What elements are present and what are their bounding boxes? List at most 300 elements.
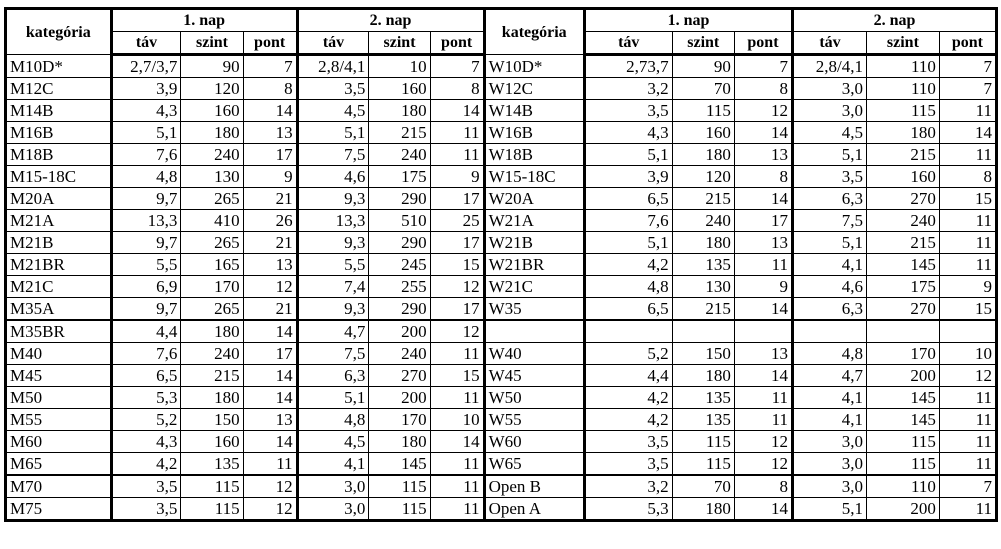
points-cell: 8: [734, 166, 792, 188]
level-cell: 255: [369, 276, 430, 298]
points-cell: 11: [734, 254, 792, 276]
dist-cell: 4,3: [111, 431, 181, 453]
level-cell: 120: [181, 78, 243, 100]
results-body: [6, 55, 997, 521]
category-cell: M18B: [6, 144, 112, 166]
dist-cell: 4,7: [793, 365, 867, 387]
dist-cell: 5,1: [111, 122, 181, 144]
table-row: [6, 365, 997, 387]
dist-cell: 4,8: [111, 166, 181, 188]
level-cell: 115: [672, 431, 734, 453]
points-cell: 21: [243, 232, 297, 254]
category-cell: W20A: [484, 188, 584, 210]
points-cell: 11: [430, 122, 484, 144]
level-cell: 200: [866, 365, 939, 387]
points-cell: 11: [734, 387, 792, 409]
level-cell: 175: [866, 276, 939, 298]
points-cell: 17: [430, 298, 484, 321]
points-cell: 11: [939, 232, 996, 254]
points-cell: 11: [939, 431, 996, 453]
dist-cell: 4,2: [584, 254, 672, 276]
day2-header-left: 2. nap: [297, 9, 484, 32]
dist-cell: 3,9: [111, 78, 181, 100]
dist-cell: 7,4: [297, 276, 369, 298]
table-row: [6, 188, 997, 210]
points-cell: 17: [430, 232, 484, 254]
table-row: [6, 475, 997, 498]
level-cell: 240: [369, 144, 430, 166]
category-cell: M75: [6, 498, 112, 521]
level-cell: 170: [369, 409, 430, 431]
table-row: [6, 431, 997, 453]
category-cell: M21BR: [6, 254, 112, 276]
points-cell: 9: [243, 166, 297, 188]
points-cell: 14: [243, 387, 297, 409]
dist-cell: 2,73,7: [584, 55, 672, 78]
dist-cell: 4,6: [297, 166, 369, 188]
table-row: [6, 276, 997, 298]
level-cell: 215: [181, 365, 243, 387]
dist-cell: 9,7: [111, 188, 181, 210]
points-cell: 13: [734, 144, 792, 166]
level-cell: 160: [369, 78, 430, 100]
level-cell: 110: [866, 475, 939, 498]
table-row: [6, 387, 997, 409]
level-cell: 145: [866, 387, 939, 409]
dist-cell: 5,3: [584, 498, 672, 521]
table-row: [6, 232, 997, 254]
dist-cell: 3,0: [793, 475, 867, 498]
points-cell: 13: [734, 232, 792, 254]
points-cell: 11: [939, 100, 996, 122]
level-cell: 70: [672, 78, 734, 100]
dist-cell: 4,2: [584, 387, 672, 409]
points-cell: 11: [734, 409, 792, 431]
level-cell: 180: [369, 100, 430, 122]
points-cell: 12: [734, 100, 792, 122]
points-cell: 25: [430, 210, 484, 232]
points-cell: 12: [430, 276, 484, 298]
level-cell: 110: [866, 78, 939, 100]
points-cell: 26: [243, 210, 297, 232]
points-cell: 14: [243, 100, 297, 122]
category-cell: Open B: [484, 475, 584, 498]
level-cell: 200: [369, 387, 430, 409]
category-cell: M35A: [6, 298, 112, 321]
level-cell: 135: [672, 409, 734, 431]
category-cell: W15-18C: [484, 166, 584, 188]
level-cell: 290: [369, 232, 430, 254]
points-cell: 11: [430, 498, 484, 521]
dist-cell: 4,5: [297, 100, 369, 122]
points-cell: 7: [939, 55, 996, 78]
level-cell: 265: [181, 298, 243, 321]
points-cell: 13: [734, 343, 792, 365]
dist-cell: 4,4: [584, 365, 672, 387]
level-cell: 180: [672, 144, 734, 166]
points-cell: 14: [243, 365, 297, 387]
level-header: szint: [181, 32, 243, 55]
dist-cell: 3,9: [584, 166, 672, 188]
points-cell: 11: [430, 453, 484, 476]
level-cell: 160: [181, 100, 243, 122]
level-cell: 135: [672, 387, 734, 409]
dist-cell: 5,3: [111, 387, 181, 409]
category-cell: W21A: [484, 210, 584, 232]
level-cell: 115: [672, 453, 734, 476]
points-cell: 12: [430, 320, 484, 343]
points-cell: 14: [243, 431, 297, 453]
level-cell: 240: [181, 343, 243, 365]
level-cell: 145: [866, 409, 939, 431]
category-cell: [484, 320, 584, 343]
dist-cell: 3,5: [584, 100, 672, 122]
points-cell: 11: [430, 387, 484, 409]
dist-cell: 3,5: [584, 453, 672, 476]
points-header: pont: [243, 32, 297, 55]
points-cell: 14: [734, 188, 792, 210]
category-cell: W21B: [484, 232, 584, 254]
dist-cell: 4,1: [297, 453, 369, 476]
points-cell: 11: [430, 475, 484, 498]
points-cell: 17: [243, 144, 297, 166]
category-cell: M21B: [6, 232, 112, 254]
table-row: [6, 298, 997, 321]
dist-cell: 5,5: [297, 254, 369, 276]
level-cell: 270: [866, 188, 939, 210]
points-cell: 11: [939, 387, 996, 409]
dist-cell: 5,2: [111, 409, 181, 431]
points-cell: 14: [243, 320, 297, 343]
category-cell: W16B: [484, 122, 584, 144]
level-header: szint: [369, 32, 430, 55]
level-cell: 135: [181, 453, 243, 476]
level-cell: 510: [369, 210, 430, 232]
level-cell: 200: [369, 320, 430, 343]
dist-header: táv: [793, 32, 867, 55]
day1-header-right: 1. nap: [584, 9, 792, 32]
category-cell: M21C: [6, 276, 112, 298]
points-cell: 12: [243, 498, 297, 521]
level-cell: 10: [369, 55, 430, 78]
category-cell: Open A: [484, 498, 584, 521]
dist-cell: 5,1: [584, 232, 672, 254]
dist-cell: 9,3: [297, 188, 369, 210]
level-cell: 150: [181, 409, 243, 431]
points-cell: 21: [243, 298, 297, 321]
dist-cell: 4,8: [584, 276, 672, 298]
table-row: [6, 166, 997, 188]
points-cell: 14: [734, 498, 792, 521]
dist-header: táv: [111, 32, 181, 55]
header-row-top: [6, 9, 997, 32]
category-cell: M15-18C: [6, 166, 112, 188]
level-cell: 180: [672, 232, 734, 254]
dist-cell: 4,2: [584, 409, 672, 431]
level-cell: 240: [369, 343, 430, 365]
points-cell: 15: [430, 254, 484, 276]
table-row: [6, 122, 997, 144]
dist-cell: [584, 320, 672, 343]
points-cell: 11: [939, 498, 996, 521]
level-cell: 270: [866, 298, 939, 321]
dist-cell: 3,5: [297, 78, 369, 100]
level-cell: 240: [672, 210, 734, 232]
level-cell: 180: [181, 387, 243, 409]
level-cell: 180: [181, 320, 243, 343]
dist-cell: 6,9: [111, 276, 181, 298]
dist-cell: 6,3: [297, 365, 369, 387]
level-cell: 265: [181, 188, 243, 210]
level-cell: 135: [672, 254, 734, 276]
dist-cell: 6,3: [793, 188, 867, 210]
dist-cell: 9,3: [297, 298, 369, 321]
level-cell: 215: [672, 188, 734, 210]
results-table: [4, 7, 998, 522]
dist-cell: 6,3: [793, 298, 867, 321]
category-cell: W40: [484, 343, 584, 365]
category-cell: W18B: [484, 144, 584, 166]
points-cell: 11: [430, 343, 484, 365]
dist-cell: 3,2: [584, 475, 672, 498]
level-cell: 410: [181, 210, 243, 232]
points-cell: [939, 320, 996, 343]
dist-cell: 2,8/4,1: [793, 55, 867, 78]
dist-cell: 5,1: [584, 144, 672, 166]
level-cell: 110: [866, 55, 939, 78]
dist-cell: 3,0: [297, 498, 369, 521]
dist-cell: 5,2: [584, 343, 672, 365]
points-header: pont: [939, 32, 996, 55]
level-cell: 160: [866, 166, 939, 188]
level-cell: 215: [866, 144, 939, 166]
table-row: [6, 144, 997, 166]
dist-cell: 7,6: [111, 144, 181, 166]
points-cell: 10: [939, 343, 996, 365]
table-row: [6, 78, 997, 100]
points-cell: 17: [243, 343, 297, 365]
dist-cell: 13,3: [111, 210, 181, 232]
category-cell: M55: [6, 409, 112, 431]
points-cell: 8: [430, 78, 484, 100]
dist-cell: 9,7: [111, 232, 181, 254]
level-cell: 215: [369, 122, 430, 144]
points-cell: 8: [734, 78, 792, 100]
table-row: [6, 498, 997, 521]
category-header-right: kategória: [484, 9, 584, 55]
category-cell: W60: [484, 431, 584, 453]
points-cell: 17: [430, 188, 484, 210]
dist-cell: 5,1: [793, 498, 867, 521]
level-cell: [672, 320, 734, 343]
table-row: [6, 55, 997, 78]
dist-cell: 3,0: [793, 431, 867, 453]
points-cell: 14: [939, 122, 996, 144]
points-cell: 13: [243, 122, 297, 144]
level-cell: 215: [672, 298, 734, 321]
points-cell: 12: [734, 431, 792, 453]
level-cell: 130: [181, 166, 243, 188]
points-cell: 12: [734, 453, 792, 476]
dist-cell: 3,0: [793, 453, 867, 476]
category-cell: M45: [6, 365, 112, 387]
dist-cell: 6,5: [584, 188, 672, 210]
dist-cell: 3,2: [584, 78, 672, 100]
level-cell: 180: [181, 122, 243, 144]
dist-cell: 2,7/3,7: [111, 55, 181, 78]
points-cell: 9: [734, 276, 792, 298]
points-cell: 13: [243, 254, 297, 276]
dist-cell: [793, 320, 867, 343]
dist-cell: 4,1: [793, 409, 867, 431]
level-cell: 130: [672, 276, 734, 298]
points-cell: 8: [243, 78, 297, 100]
points-cell: 8: [939, 166, 996, 188]
dist-cell: 4,3: [111, 100, 181, 122]
level-cell: 170: [181, 276, 243, 298]
level-cell: 170: [866, 343, 939, 365]
level-cell: 115: [672, 100, 734, 122]
level-cell: 145: [369, 453, 430, 476]
points-cell: 14: [430, 431, 484, 453]
dist-header: táv: [584, 32, 672, 55]
level-cell: 160: [181, 431, 243, 453]
dist-cell: 4,8: [793, 343, 867, 365]
table-row: [6, 100, 997, 122]
category-cell: W21C: [484, 276, 584, 298]
category-cell: W55: [484, 409, 584, 431]
level-cell: 115: [369, 498, 430, 521]
points-cell: 17: [734, 210, 792, 232]
level-cell: 115: [181, 475, 243, 498]
dist-cell: 3,5: [111, 475, 181, 498]
dist-cell: 4,2: [111, 453, 181, 476]
dist-cell: 13,3: [297, 210, 369, 232]
dist-cell: 7,5: [297, 144, 369, 166]
category-cell: W14B: [484, 100, 584, 122]
dist-cell: 9,3: [297, 232, 369, 254]
points-cell: 11: [430, 144, 484, 166]
level-cell: 240: [866, 210, 939, 232]
points-cell: 11: [243, 453, 297, 476]
level-cell: 160: [672, 122, 734, 144]
points-cell: 12: [939, 365, 996, 387]
level-cell: 200: [866, 498, 939, 521]
day2-header-right: 2. nap: [793, 9, 997, 32]
category-cell: M40: [6, 343, 112, 365]
points-cell: 7: [939, 78, 996, 100]
points-cell: 15: [430, 365, 484, 387]
dist-cell: 7,5: [793, 210, 867, 232]
level-cell: 290: [369, 188, 430, 210]
dist-cell: 4,4: [111, 320, 181, 343]
points-cell: 10: [430, 409, 484, 431]
table-row: [6, 343, 997, 365]
level-cell: 115: [369, 475, 430, 498]
points-cell: 14: [734, 365, 792, 387]
level-cell: 180: [369, 431, 430, 453]
level-cell: 180: [672, 498, 734, 521]
points-cell: 11: [939, 144, 996, 166]
level-cell: 120: [672, 166, 734, 188]
points-cell: 14: [430, 100, 484, 122]
dist-cell: 4,6: [793, 276, 867, 298]
table-row: [6, 210, 997, 232]
category-cell: M35BR: [6, 320, 112, 343]
category-cell: M10D*: [6, 55, 112, 78]
points-cell: 14: [734, 298, 792, 321]
level-cell: 180: [672, 365, 734, 387]
level-cell: 180: [866, 122, 939, 144]
level-cell: 215: [866, 232, 939, 254]
dist-cell: 4,1: [793, 387, 867, 409]
level-cell: 270: [369, 365, 430, 387]
level-cell: 165: [181, 254, 243, 276]
points-cell: 7: [243, 55, 297, 78]
dist-cell: 7,6: [111, 343, 181, 365]
category-cell: W45: [484, 365, 584, 387]
category-cell: M14B: [6, 100, 112, 122]
category-cell: M21A: [6, 210, 112, 232]
level-cell: [866, 320, 939, 343]
level-cell: 245: [369, 254, 430, 276]
dist-cell: 4,3: [584, 122, 672, 144]
points-cell: 12: [243, 276, 297, 298]
points-cell: 13: [243, 409, 297, 431]
category-cell: W21BR: [484, 254, 584, 276]
points-cell: 8: [734, 475, 792, 498]
dist-cell: 4,5: [793, 122, 867, 144]
category-cell: W35: [484, 298, 584, 321]
level-cell: 115: [866, 431, 939, 453]
table-row: [6, 254, 997, 276]
category-cell: W10D*: [484, 55, 584, 78]
level-cell: 265: [181, 232, 243, 254]
dist-cell: 4,1: [793, 254, 867, 276]
category-cell: W50: [484, 387, 584, 409]
points-cell: 11: [939, 409, 996, 431]
level-cell: 290: [369, 298, 430, 321]
level-cell: 115: [181, 498, 243, 521]
level-cell: 90: [672, 55, 734, 78]
table-row: [6, 453, 997, 476]
level-header: szint: [866, 32, 939, 55]
points-cell: 9: [430, 166, 484, 188]
level-cell: 90: [181, 55, 243, 78]
points-cell: 11: [939, 453, 996, 476]
level-cell: 150: [672, 343, 734, 365]
points-cell: 12: [243, 475, 297, 498]
dist-cell: 5,1: [297, 387, 369, 409]
dist-cell: 4,7: [297, 320, 369, 343]
points-cell: 21: [243, 188, 297, 210]
dist-cell: 3,0: [793, 78, 867, 100]
level-cell: 115: [866, 453, 939, 476]
dist-cell: 5,1: [793, 144, 867, 166]
dist-cell: 5,1: [297, 122, 369, 144]
level-cell: 175: [369, 166, 430, 188]
dist-cell: 3,5: [111, 498, 181, 521]
dist-cell: 5,5: [111, 254, 181, 276]
points-cell: 7: [939, 475, 996, 498]
points-cell: 11: [939, 210, 996, 232]
day1-header-left: 1. nap: [111, 9, 297, 32]
points-cell: 14: [734, 122, 792, 144]
points-cell: 7: [430, 55, 484, 78]
dist-cell: 3,5: [793, 166, 867, 188]
table-row: [6, 409, 997, 431]
level-header: szint: [672, 32, 734, 55]
